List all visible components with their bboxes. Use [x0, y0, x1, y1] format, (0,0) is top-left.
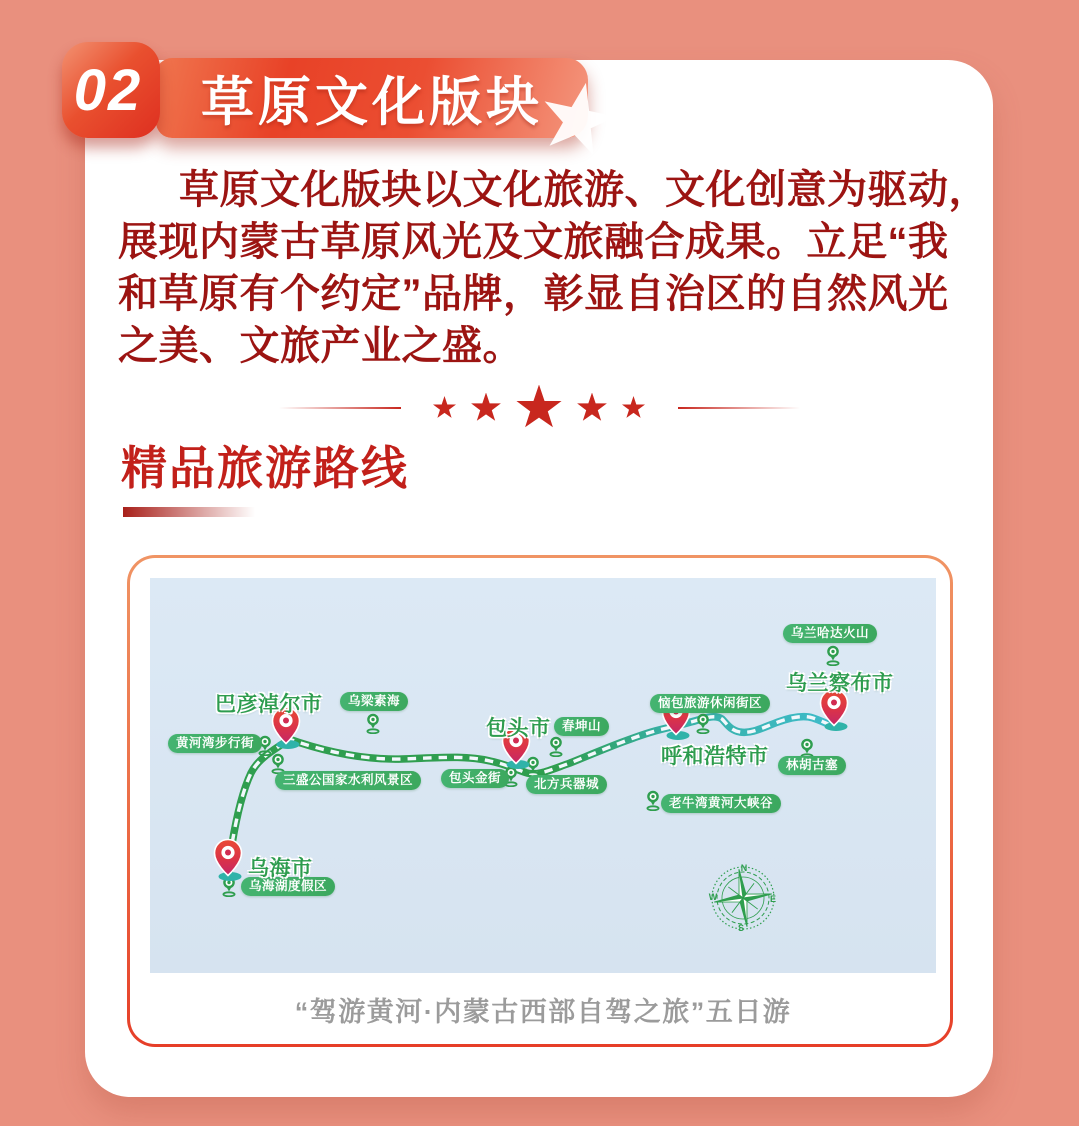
divider-line [279, 407, 401, 409]
intro-line: 之美、文旅产业之盛。 [118, 324, 523, 368]
page-title: 草原文化版块 [201, 73, 543, 132]
attraction-label: 林胡古塞 [778, 756, 846, 775]
attraction-label: 北方兵器城 [526, 775, 607, 794]
attraction-pin-icon [825, 645, 841, 666]
divider-star-icon [471, 393, 502, 424]
divider-line [678, 407, 800, 409]
intro-paragraph [118, 164, 989, 372]
attraction-label: 乌兰哈达火山 [783, 624, 877, 643]
intro-line: 和草原有个约定”品牌，彰显自治区的自然风光 [118, 272, 949, 316]
city-pin-icon [211, 838, 245, 882]
heading-underline [123, 507, 255, 517]
compass-e: E [769, 894, 777, 904]
map-inner [130, 558, 950, 1044]
intro-line: 草原文化版块以文化旅游、文化创意为驱动， [179, 168, 989, 212]
city-label: 乌海市 [248, 857, 313, 880]
attraction-label: 恼包旅游休闲街区 [650, 694, 770, 713]
compass-icon [708, 863, 778, 933]
attraction-label: 春坤山 [554, 717, 609, 736]
map-caption: “驾游黄河·内蒙古西部自驾之旅”五日游 [294, 996, 792, 1027]
star-divider [85, 384, 993, 432]
attraction-pin-icon [365, 713, 381, 734]
attraction-label: 包头金街 [441, 769, 509, 788]
map-frame [127, 555, 953, 1047]
intro-line: 展现内蒙古草原风光及文旅融合成果。立足“我 [118, 220, 949, 264]
section-number-badge [62, 42, 160, 138]
attraction-label: 黄河湾步行街 [168, 734, 262, 753]
attraction-label: 三盛公国家水利风景区 [275, 771, 421, 790]
attraction-pin-icon [695, 713, 711, 734]
content-card [73, 57, 993, 1097]
attraction-label: 老牛湾黄河大峡谷 [661, 794, 781, 813]
section-banner [62, 42, 642, 162]
city-label: 呼和浩特市 [661, 745, 769, 768]
city-label: 乌兰察布市 [786, 672, 894, 695]
route-map [150, 578, 936, 973]
banner-bar [156, 58, 588, 138]
attraction-label: 乌梁素海 [340, 692, 408, 711]
divider-star-icon [516, 385, 563, 432]
attraction-label: 乌海湖度假区 [241, 877, 335, 896]
compass-n: N [740, 863, 748, 873]
attraction-pin-icon [645, 790, 661, 811]
section-heading-text: 精品旅游路线 [121, 442, 409, 494]
divider-star-icon [577, 393, 608, 424]
compass-w: W [708, 892, 718, 902]
divider-star-icon [433, 396, 457, 420]
compass-s: S [737, 923, 745, 933]
section-number: 02 [73, 57, 143, 123]
city-label: 包头市 [486, 717, 551, 740]
section-heading [121, 432, 409, 517]
divider-star-icon [622, 396, 646, 420]
city-label: 巴彦淖尔市 [215, 693, 323, 716]
